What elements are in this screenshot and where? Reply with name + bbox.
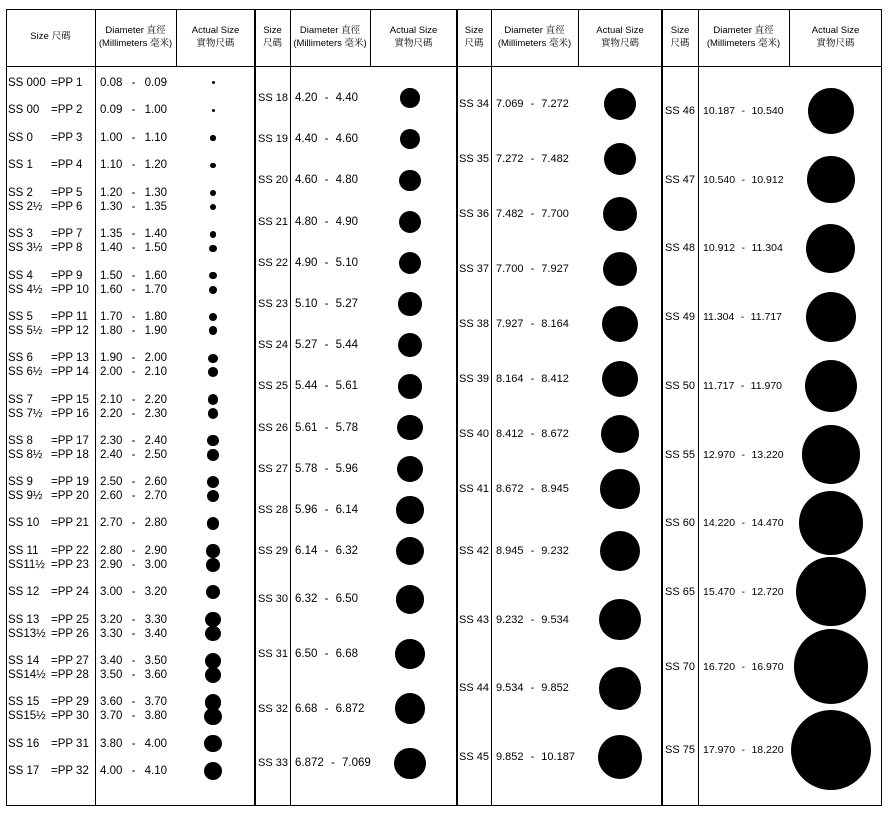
- column-line: [491, 9, 492, 806]
- header-actual-label: Actual Size: [811, 24, 860, 36]
- actual-size-dot: [209, 245, 216, 252]
- diameter-range: 1.00 - 1.10: [100, 131, 167, 144]
- diameter-range: 2.60 - 2.70: [100, 490, 167, 503]
- size-label: SS 29: [258, 545, 288, 558]
- header-actual-label: Actual Size: [389, 24, 438, 36]
- size-label: SS 33: [258, 757, 288, 770]
- diameter-range: 15.470 - 12.720: [703, 585, 784, 598]
- diameter-range: 8.412 - 8.672: [496, 428, 569, 440]
- diameter-range: 1.90 - 2.00: [100, 352, 167, 365]
- size-label: SS 36: [459, 208, 489, 220]
- size-label: SS11½: [8, 558, 45, 571]
- diameter-range: 0.09 - 1.00: [100, 104, 167, 117]
- size-label: SS 23: [258, 298, 288, 310]
- pp-size-label: =PP 4: [51, 159, 83, 172]
- header-actual-label-cjk: 實物尺碼: [196, 37, 235, 49]
- pp-size-label: =PP 21: [51, 517, 89, 530]
- size-label: SS 000: [8, 76, 46, 89]
- pp-size-label: =PP 19: [51, 476, 89, 489]
- diameter-range: 16.720 - 16.970: [703, 660, 784, 673]
- size-label: SS 45: [459, 750, 489, 763]
- actual-size-dot: [397, 456, 423, 482]
- diameter-range: 7.482 - 7.700: [496, 208, 569, 220]
- header-actual-g2: [370, 8, 457, 65]
- actual-size-dot: [209, 272, 217, 280]
- pp-size-label: =PP 25: [51, 613, 89, 626]
- actual-size-dot: [598, 735, 642, 779]
- actual-size-dot: [599, 599, 641, 641]
- size-label: SS 10: [8, 517, 40, 530]
- actual-size-dot: [207, 476, 219, 488]
- size-label: SS 15: [8, 696, 40, 709]
- diameter-range: 1.35 - 1.40: [100, 228, 167, 241]
- actual-size-dot: [600, 469, 639, 508]
- size-label: SS 18: [258, 92, 288, 104]
- actual-size-dot: [807, 156, 854, 203]
- pp-size-label: =PP 9: [51, 269, 83, 282]
- header-size-label-cjk: 尺碼: [262, 37, 282, 49]
- size-label: SS 16: [8, 737, 40, 750]
- diameter-range: 1.20 - 1.30: [100, 187, 167, 199]
- actual-size-dot: [396, 496, 423, 523]
- size-label: SS 60: [665, 517, 695, 530]
- actual-size-dot: [210, 231, 217, 238]
- group-separator-line: [254, 9, 256, 806]
- diameter-range: 10.540 - 10.912: [703, 173, 784, 186]
- header-size-g4: [662, 8, 698, 65]
- diameter-range: 11.304 - 11.717: [703, 311, 783, 324]
- pp-size-label: =PP 8: [51, 242, 83, 255]
- diameter-range: 7.927 - 8.164: [496, 318, 569, 330]
- pp-size-label: =PP 28: [51, 669, 89, 681]
- diameter-range: 0.08 - 0.09: [100, 76, 167, 89]
- size-label: SS13½: [8, 627, 46, 640]
- actual-size-dot: [600, 531, 640, 571]
- actual-size-dot: [205, 612, 220, 627]
- diameter-range: 3.50 - 3.60: [100, 669, 167, 681]
- diameter-range: 1.60 - 1.70: [100, 283, 167, 296]
- diameter-range: 3.80 - 4.00: [100, 737, 167, 750]
- diameter-range: 3.60 - 3.70: [100, 696, 167, 709]
- header-size-label: Size: [263, 24, 282, 36]
- diameter-range: 2.80 - 2.90: [100, 544, 167, 557]
- pp-size-label: =PP 2: [51, 104, 83, 117]
- actual-size-dot: [802, 425, 860, 483]
- diameter-range: 7.272 - 7.482: [496, 153, 569, 165]
- header-actual-label: Actual Size: [596, 24, 644, 36]
- diameter-range: 4.80 - 4.90: [295, 215, 358, 228]
- diameter-range: 12.970 - 13.220: [703, 448, 784, 461]
- actual-size-dot: [205, 626, 221, 642]
- size-label: SS 41: [459, 483, 489, 495]
- actual-size-dot: [604, 88, 636, 120]
- diameter-range: 5.78 - 5.96: [295, 462, 358, 475]
- actual-size-dot: [397, 415, 423, 441]
- pp-size-label: =PP 20: [51, 490, 89, 503]
- diameter-range: 1.10 - 1.20: [100, 159, 167, 172]
- diameter-range: 9.232 - 9.534: [496, 613, 569, 626]
- size-label: SS 6½: [8, 366, 43, 379]
- actual-size-dot: [207, 435, 218, 446]
- diameter-range: 1.80 - 1.90: [100, 324, 167, 337]
- header-diameter-g4: [698, 8, 789, 65]
- header-divider-line: [6, 66, 882, 67]
- pp-size-label: =PP 24: [51, 586, 89, 599]
- header-actual-label-cjk: 實物尺碼: [600, 37, 639, 49]
- header-diameter-unit: (Millimeters 毫米): [98, 37, 173, 49]
- actual-size-dot: [208, 394, 218, 404]
- size-label: SS 30: [258, 593, 288, 606]
- diameter-range: 3.20 - 3.30: [100, 613, 167, 626]
- size-label: SS 22: [258, 256, 288, 269]
- header-diameter-label: Diameter 直徑: [299, 24, 361, 36]
- size-label: SS 42: [459, 544, 489, 557]
- diameter-range: 2.20 - 2.30: [100, 407, 167, 420]
- diameter-range: 3.40 - 3.50: [100, 655, 167, 667]
- size-label: SS 21: [258, 215, 288, 228]
- diameter-range: 1.70 - 1.80: [100, 310, 167, 323]
- diameter-range: 2.90 - 3.00: [100, 558, 167, 571]
- header-size-label: Size: [464, 24, 484, 36]
- actual-size-dot: [207, 449, 219, 461]
- size-label: SS 28: [258, 504, 288, 516]
- actual-size-dot: [398, 292, 421, 315]
- header-diameter-label: Diameter 直徑: [105, 24, 166, 36]
- size-label: SS 24: [258, 339, 288, 352]
- group-separator-line: [661, 9, 663, 806]
- size-label: SS 46: [665, 105, 695, 117]
- header-size-label: Size: [30, 31, 49, 42]
- size-label: SS14½: [8, 669, 46, 681]
- size-label: SS 2½: [8, 201, 43, 213]
- size-label: SS 7½: [8, 407, 43, 420]
- size-label: SS 8: [8, 434, 33, 447]
- diameter-range: 2.10 - 2.20: [100, 393, 167, 406]
- actual-size-dot: [796, 557, 865, 626]
- diameter-range: 17.970 - 18.220: [703, 743, 784, 756]
- diameter-range: 14.220 - 14.470: [703, 517, 784, 530]
- diameter-range: 8.672 - 8.945: [496, 483, 569, 495]
- actual-size-dot: [808, 88, 854, 134]
- pp-size-label: =PP 17: [51, 434, 89, 447]
- diameter-range: 5.96 - 6.14: [295, 504, 358, 516]
- actual-size-dot: [394, 748, 425, 779]
- size-label: SS 75: [665, 743, 695, 756]
- size-label: SS 3: [8, 228, 33, 241]
- size-label: SS 38: [459, 318, 489, 330]
- diameter-range: 11.717 - 11.970: [703, 379, 783, 392]
- header-size-label-cjk: 尺碼: [464, 37, 484, 49]
- diameter-range: 1.50 - 1.60: [100, 269, 167, 282]
- size-label: SS 44: [459, 682, 489, 695]
- actual-size-dot: [599, 667, 642, 710]
- header-actual-g1: [176, 8, 255, 65]
- diameter-range: 6.68 - 6.872: [295, 702, 365, 715]
- column-line: [95, 9, 96, 806]
- actual-size-dot: [794, 629, 869, 704]
- group-separator-line: [456, 9, 458, 806]
- pp-size-label: =PP 3: [51, 131, 83, 144]
- header-size-g1: [6, 8, 95, 65]
- header-size-label: Size: [670, 24, 690, 36]
- actual-size-dot: [204, 708, 221, 725]
- actual-size-dot: [603, 197, 637, 231]
- actual-size-dot: [399, 252, 422, 275]
- diameter-range: 6.14 - 6.32: [295, 545, 358, 558]
- size-label: SS 31: [258, 647, 288, 660]
- header-size-g2: [255, 8, 290, 65]
- size-label: SS 12: [8, 586, 40, 599]
- pp-size-label: =PP 15: [51, 393, 89, 406]
- diameter-range: 6.32 - 6.50: [295, 593, 358, 606]
- size-label: SS 1: [8, 159, 33, 172]
- pp-size-label: =PP 32: [51, 765, 89, 778]
- diameter-range: 5.10 - 5.27: [295, 298, 358, 310]
- header-actual-label: Actual Size: [191, 24, 240, 36]
- actual-size-dot: [396, 585, 425, 614]
- size-label: SS 17: [8, 765, 40, 778]
- diameter-range: 8.945 - 9.232: [496, 544, 569, 557]
- column-line: [290, 9, 291, 806]
- actual-size-dot: [805, 360, 858, 413]
- size-label: SS 00: [8, 104, 40, 117]
- diameter-range: 2.40 - 2.50: [100, 448, 167, 461]
- size-label: SS 40: [459, 428, 489, 440]
- header-actual-label-cjk: 實物尺碼: [816, 37, 855, 49]
- actual-size-dot: [212, 109, 215, 112]
- header-actual-g3: [578, 8, 662, 65]
- header-diameter-unit: (Millimeters 毫米): [293, 37, 367, 49]
- actual-size-dot: [601, 415, 639, 453]
- header-diameter-g1: [95, 8, 176, 65]
- actual-size-dot: [398, 374, 423, 399]
- diameter-range: 7.700 - 7.927: [496, 263, 569, 275]
- pp-size-label: =PP 29: [51, 696, 89, 709]
- diameter-range: 4.40 - 4.60: [295, 133, 358, 146]
- actual-size-dot: [206, 544, 219, 557]
- diameter-range: 9.534 - 9.852: [496, 682, 569, 695]
- pp-size-label: =PP 30: [51, 710, 89, 723]
- actual-size-dot: [206, 558, 220, 572]
- size-label: SS 25: [258, 380, 288, 393]
- actual-size-dot: [207, 517, 220, 530]
- diameter-range: 2.30 - 2.40: [100, 434, 167, 447]
- diameter-range: 6.872 - 7.069: [295, 757, 371, 770]
- pp-size-label: =PP 31: [51, 737, 89, 750]
- size-label: SS 0: [8, 131, 33, 144]
- diameter-range: 1.30 - 1.35: [100, 201, 167, 213]
- diameter-range: 9.852 - 10.187: [496, 750, 575, 763]
- actual-size-dot: [791, 710, 871, 790]
- header-diameter-label: Diameter 直徑: [504, 24, 565, 36]
- size-label: SS 70: [665, 660, 695, 673]
- actual-size-dot: [602, 306, 638, 342]
- size-label: SS 4½: [8, 283, 43, 296]
- pp-size-label: =PP 1: [51, 76, 83, 89]
- pp-size-label: =PP 11: [51, 310, 88, 323]
- size-label: SS 19: [258, 133, 288, 146]
- size-label: SS 11: [8, 544, 39, 557]
- pp-size-label: =PP 27: [51, 655, 89, 667]
- pp-size-label: =PP 16: [51, 407, 89, 420]
- size-label: SS 47: [665, 173, 695, 186]
- pp-size-label: =PP 13: [51, 352, 89, 365]
- size-label: SS 26: [258, 421, 288, 434]
- diameter-range: 10.187 - 10.540: [703, 105, 784, 117]
- diameter-range: 10.912 - 11.304: [703, 242, 783, 255]
- size-label: SS15½: [8, 710, 46, 723]
- actual-size-dot: [395, 693, 425, 723]
- header-actual-g4: [789, 8, 882, 65]
- size-label: SS 49: [665, 311, 695, 324]
- size-label: SS 5½: [8, 324, 43, 337]
- header-size-g3: [457, 8, 491, 65]
- actual-size-dot: [799, 491, 863, 555]
- size-label: SS 55: [665, 448, 695, 461]
- size-label: SS 9: [8, 476, 33, 489]
- pp-size-label: =PP 14: [51, 366, 89, 379]
- size-label: SS 20: [258, 174, 288, 187]
- diameter-range: 7.069 - 7.272: [496, 98, 569, 110]
- pp-size-label: =PP 7: [51, 228, 83, 241]
- size-label: SS 9½: [8, 490, 43, 503]
- pp-size-label: =PP 6: [51, 201, 83, 213]
- actual-size-dot: [208, 367, 218, 377]
- diameter-range: 4.60 - 4.80: [295, 174, 358, 187]
- actual-size-dot: [399, 170, 420, 191]
- size-label: SS 35: [459, 153, 489, 165]
- pp-size-label: =PP 18: [51, 448, 89, 461]
- size-label: SS 65: [665, 585, 695, 598]
- header-diameter-unit: (Millimeters 毫米): [497, 37, 572, 49]
- pp-size-label: =PP 23: [51, 558, 89, 571]
- diameter-range: 2.70 - 2.80: [100, 517, 167, 530]
- diameter-range: 6.50 - 6.68: [295, 647, 358, 660]
- actual-size-dot: [208, 354, 217, 363]
- pp-size-label: =PP 26: [51, 627, 89, 640]
- size-label: SS 3½: [8, 242, 43, 255]
- header-diameter-g2: [290, 8, 370, 65]
- diameter-range: 2.00 - 2.10: [100, 366, 167, 379]
- size-label: SS 13: [8, 613, 40, 626]
- actual-size-dot: [396, 537, 424, 565]
- diameter-range: 3.70 - 3.80: [100, 710, 167, 723]
- size-label: SS 2: [8, 187, 33, 199]
- actual-size-dot: [209, 286, 217, 294]
- size-label: SS 8½: [8, 448, 43, 461]
- actual-size-dot: [210, 163, 216, 169]
- actual-size-dot: [399, 211, 421, 233]
- diameter-range: 4.00 - 4.10: [100, 765, 167, 778]
- diameter-range: 1.40 - 1.50: [100, 242, 167, 255]
- pp-size-label: =PP 10: [51, 283, 89, 296]
- header-size-label-cjk: 尺碼: [51, 31, 71, 42]
- size-label: SS 14: [8, 655, 40, 667]
- diameter-range: 4.20 - 4.40: [295, 92, 358, 104]
- pp-size-label: =PP 22: [51, 544, 89, 557]
- size-label: SS 43: [459, 613, 489, 626]
- actual-size-dot: [208, 408, 219, 419]
- diameter-range: 2.50 - 2.60: [100, 476, 167, 489]
- header-size-label-cjk: 尺碼: [670, 37, 690, 49]
- header-diameter-unit: (Millimeters 毫米): [706, 37, 781, 49]
- size-label: SS 5: [8, 310, 33, 323]
- size-label: SS 6: [8, 352, 33, 365]
- size-label: SS 7: [8, 393, 33, 406]
- column-line: [698, 9, 699, 806]
- diameter-range: 5.44 - 5.61: [295, 380, 358, 393]
- pp-size-label: =PP 12: [51, 324, 89, 337]
- diameter-range: 5.27 - 5.44: [295, 339, 358, 352]
- header-diameter-label: Diameter 直徑: [713, 24, 774, 36]
- diameter-range: 4.90 - 5.10: [295, 256, 358, 269]
- pp-size-label: =PP 5: [51, 187, 83, 199]
- size-label: SS 37: [459, 263, 489, 275]
- actual-size-dot: [395, 639, 425, 669]
- size-label: SS 32: [258, 702, 288, 715]
- size-label: SS 39: [459, 373, 489, 385]
- size-label: SS 34: [459, 98, 489, 110]
- header-actual-label-cjk: 實物尺碼: [394, 37, 433, 49]
- header-diameter-g3: [491, 8, 578, 65]
- diameter-range: 3.00 - 3.20: [100, 586, 167, 599]
- actual-size-dot: [204, 735, 222, 753]
- size-label: SS 4: [8, 269, 33, 282]
- size-label: SS 27: [258, 462, 288, 475]
- actual-size-dot: [210, 135, 215, 140]
- size-label: SS 50: [665, 379, 695, 392]
- size-label: SS 48: [665, 242, 695, 255]
- diameter-range: 3.30 - 3.40: [100, 627, 167, 640]
- diameter-range: 8.164 - 8.412: [496, 373, 569, 385]
- diameter-range: 5.61 - 5.78: [295, 421, 358, 434]
- actual-size-dot: [400, 88, 419, 107]
